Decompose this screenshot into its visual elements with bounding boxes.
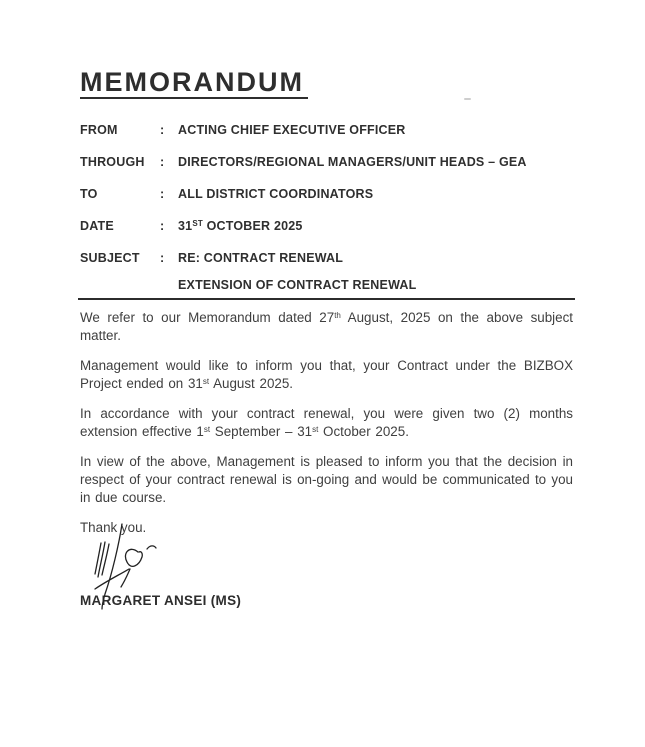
date-ordinal: ST: [192, 219, 203, 229]
through-label: THROUGH: [80, 155, 145, 170]
p1-text-2: August, 2025 on the above subject matter.: [80, 310, 574, 344]
p2-ordinal: st: [202, 377, 210, 387]
paragraph-4: [80, 453, 573, 507]
subject-line1: RE: CONTRACT RENEWAL: [178, 251, 344, 266]
field-row-date: [80, 219, 573, 233]
header-divider: [78, 298, 575, 300]
p2-text-2: August 2025.: [209, 376, 294, 392]
p3-ordinal-2: st: [312, 425, 319, 435]
memo-title: MEMORANDUM: [80, 68, 308, 99]
p3-text: In accordance with your contract renewal, you were given two (2) months extension effective 1: [80, 406, 573, 440]
paragraph-2: [80, 357, 573, 393]
through-value: DIRECTORS/REGIONAL MANAGERS/UNIT HEADS – GEA: [178, 155, 527, 170]
p2-text: Management would like to inform you that, your Contract under the BIZBOX Project ended on 31: [80, 358, 573, 392]
p1-text: We refer to our Memorandum dated 27: [80, 310, 335, 326]
from-value: ACTING CHIEF EXECUTIVE OFFICER: [178, 123, 406, 138]
field-row-subject: [80, 251, 573, 292]
p4-text: In view of the above, Management is pleased to inform you that the decision in respect of your contract renewal is on-going and would be communicated to you in due course.: [80, 454, 573, 506]
signer-name: MARGARET ANSEI (MS): [80, 593, 242, 609]
header-fields: [80, 123, 573, 292]
date-value: [178, 219, 573, 233]
to-value: ALL DISTRICT COORDINATORS: [178, 187, 374, 202]
p3-text-3: October 2025.: [318, 424, 409, 440]
date-label: DATE: [80, 219, 114, 234]
scan-speck: [464, 98, 471, 100]
paragraph-1: [80, 309, 573, 345]
field-row-from: [80, 123, 573, 137]
date-day: 31: [178, 219, 193, 234]
from-colon: :: [160, 123, 165, 138]
p3-text-2: September – 31: [210, 424, 313, 440]
field-row-through: [80, 155, 573, 169]
through-colon: :: [160, 155, 165, 170]
to-label: TO: [80, 187, 98, 202]
from-label: FROM: [80, 123, 118, 138]
p3-ordinal-1: st: [203, 425, 211, 435]
subject-colon: :: [160, 251, 165, 266]
paragraph-3: [80, 405, 573, 441]
closing-text: Thank you.: [80, 520, 147, 536]
date-rest: OCTOBER 2025: [202, 219, 303, 234]
subject-line2: EXTENSION OF CONTRACT RENEWAL: [178, 278, 417, 293]
date-colon: :: [160, 219, 165, 234]
field-row-to: [80, 187, 573, 201]
subject-value: [178, 251, 573, 292]
subject-label: SUBJECT: [80, 251, 140, 266]
p1-ordinal: th: [334, 311, 341, 321]
to-colon: :: [160, 187, 165, 202]
